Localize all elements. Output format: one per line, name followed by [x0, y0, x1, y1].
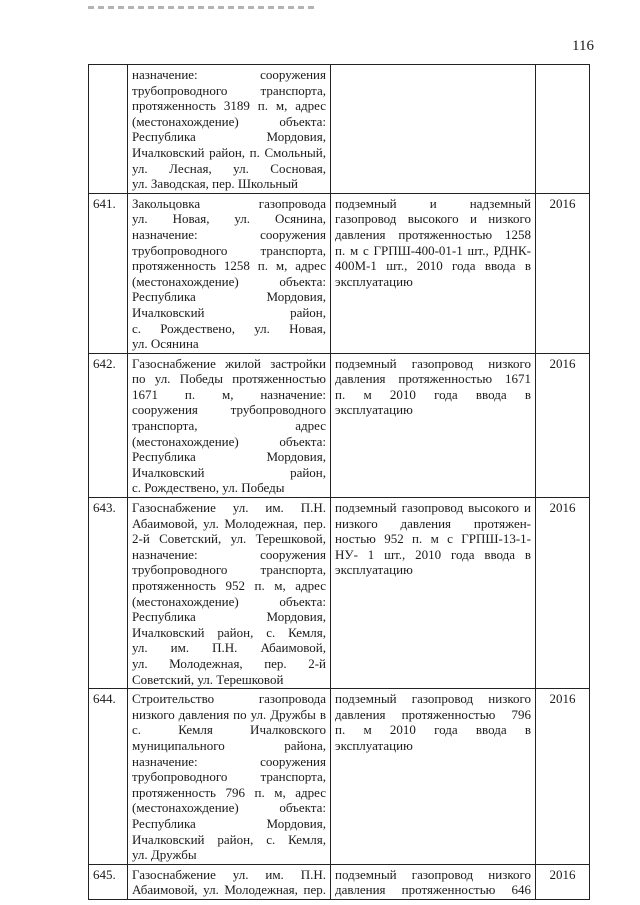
- technical-characteristics-line: ностью 952 п. м с ГРПШ-13-1-: [335, 531, 531, 547]
- technical-characteristics-line: 400М-1 шт., 2010 года ввода в: [335, 258, 531, 274]
- object-description-line: 2-й Советский, ул. Терешковой,: [132, 531, 326, 547]
- technical-characteristics-line: эксплуатацию: [335, 273, 413, 289]
- object-description-line: Советский, ул. Терешковой: [132, 671, 284, 687]
- object-description-line: Газоснабжение жилой застройки: [132, 355, 326, 371]
- row-number-cell: 643.: [89, 498, 128, 689]
- table-row: [89, 65, 590, 194]
- technical-characteristics-line: эксплуатацию: [335, 402, 413, 418]
- object-description-line: трубопроводного транспорта,: [132, 562, 326, 578]
- object-description-line: ул. Лесная, ул. Сосновая,: [132, 160, 326, 176]
- object-description-line: с. Рождествено, ул. Победы: [132, 480, 285, 496]
- object-description-line: назначение: сооружения: [132, 67, 326, 82]
- technical-characteristics-line: подземный газопровод высокого и: [335, 500, 531, 516]
- register-table-body: [89, 65, 590, 900]
- object-description-line: Республика Мордовия,: [132, 449, 326, 465]
- object-description-line: сооружения трубопроводного: [132, 402, 326, 418]
- technical-characteristics-cell: [331, 864, 536, 899]
- object-description-line: трубопроводного транспорта,: [132, 242, 326, 258]
- table-row: [89, 193, 590, 353]
- object-description-line: с. Кемля Ичалковского: [132, 722, 326, 738]
- object-description-line: Ичалковский район, п. Смольный,: [132, 144, 326, 160]
- object-description-line: ул. Осянина: [132, 336, 199, 352]
- table-row: [89, 689, 590, 865]
- object-description-cell: [128, 65, 331, 194]
- object-description-line: (местонахождение) объекта:: [132, 273, 326, 289]
- object-description-line: протяженность 796 п. м, адрес: [132, 784, 326, 800]
- object-description-line: (местонахождение) объекта:: [132, 593, 326, 609]
- technical-characteristics-line: давления протяженностью 646: [335, 882, 531, 898]
- object-description-line: Строительство газопровода: [132, 691, 326, 707]
- object-description-line: Республика Мордовия,: [132, 609, 326, 625]
- technical-characteristics-cell: [331, 193, 536, 353]
- object-description-line: низкого давления по ул. Дружбы в: [132, 706, 326, 722]
- object-description-line: Республика Мордовия,: [132, 129, 326, 145]
- technical-characteristics-line: подземный газопровод низкого: [335, 355, 531, 371]
- object-description-line: Абаимовой, ул. Молодежная, пер.: [132, 882, 326, 898]
- year-cell: 2016: [536, 353, 590, 497]
- year-cell: 2016: [536, 498, 590, 689]
- scan-artifact: [88, 6, 318, 9]
- object-description-cell: [128, 498, 331, 689]
- object-description-line: Ичалковский район, с. Кемля,: [132, 831, 326, 847]
- page-number: 116: [572, 38, 594, 54]
- object-description-line: (местонахождение) объекта:: [132, 800, 326, 816]
- object-description-cell: [128, 353, 331, 497]
- object-description-line: Ичалковский район,: [132, 464, 326, 480]
- object-description-line: Абаимовой, ул. Молодежная, пер.: [132, 515, 326, 531]
- object-description-line: Республика Мордовия,: [132, 815, 326, 831]
- object-description-line: назначение: сооружения: [132, 753, 326, 769]
- object-description-line: протяженность 3189 п. м, адрес: [132, 98, 326, 114]
- object-description-line: Закольцовка газопровода: [132, 195, 326, 211]
- object-description-line: Газоснабжение ул. им. П.Н.: [132, 500, 326, 516]
- object-description-line: муниципального района,: [132, 737, 326, 753]
- object-description-line: с. Рождествено, ул. Новая,: [132, 320, 326, 336]
- table-row: [89, 353, 590, 497]
- object-description-line: Ичалковский район, с. Кемля,: [132, 624, 326, 640]
- technical-characteristics-line: подземный и надземный: [335, 195, 531, 211]
- object-description-line: трубопроводного транспорта,: [132, 769, 326, 785]
- object-description-line: протяженность 1258 п. м, адрес: [132, 258, 326, 274]
- technical-characteristics-cell: [331, 498, 536, 689]
- technical-characteristics-line: НУ- 1 шт., 2010 года ввода в: [335, 546, 531, 562]
- object-description-line: Ичалковский район,: [132, 304, 326, 320]
- technical-characteristics-line: газопровод высокого и низкого: [335, 211, 531, 227]
- row-number-cell: 642.: [89, 353, 128, 497]
- object-description-line: ул. Молодежная, пер. 2-й: [132, 655, 326, 671]
- object-description-cell: [128, 689, 331, 865]
- object-description-line: ул. им. П.Н. Абаимовой,: [132, 640, 326, 656]
- object-description-line: (местонахождение) объекта:: [132, 113, 326, 129]
- row-number-cell: [89, 65, 128, 194]
- technical-characteristics-line: подземный газопровод низкого: [335, 866, 531, 882]
- technical-characteristics-line: давления протяженностью 1258: [335, 226, 531, 242]
- technical-characteristics-line: п. м 2010 года ввода в: [335, 386, 531, 402]
- object-description-line: трубопроводного транспорта,: [132, 82, 326, 98]
- object-description-line: 1671 п. м, назначение:: [132, 386, 326, 402]
- technical-characteristics-line: п. м 2010 года ввода в: [335, 722, 531, 738]
- object-description-line: ул. Заводская, пер. Школьный: [132, 176, 299, 192]
- object-description-line: назначение: сооружения: [132, 546, 326, 562]
- object-description-line: назначение: сооружения: [132, 226, 326, 242]
- technical-characteristics-line: давления протяженностью 796: [335, 706, 531, 722]
- row-number-cell: 645.: [89, 864, 128, 899]
- table-row: [89, 864, 590, 899]
- technical-characteristics-line: подземный газопровод низкого: [335, 691, 531, 707]
- object-description-line: (местонахождение) объекта:: [132, 433, 326, 449]
- technical-characteristics-cell: [331, 353, 536, 497]
- object-description-cell: [128, 864, 331, 899]
- technical-characteristics-line: низкого давления протяжен-: [335, 515, 531, 531]
- object-description-line: Республика Мордовия,: [132, 289, 326, 305]
- row-number-cell: 641.: [89, 193, 128, 353]
- technical-characteristics-line: эксплуатацию: [335, 737, 413, 753]
- technical-characteristics-line: давления протяженностью 1671: [335, 371, 531, 387]
- object-description-line: ул. Новая, ул. Осянина,: [132, 211, 326, 227]
- year-cell: 2016: [536, 689, 590, 865]
- object-description-line: ул. Дружбы: [132, 847, 197, 863]
- object-description-cell: [128, 193, 331, 353]
- object-description-line: транспорта, адрес: [132, 418, 326, 434]
- technical-characteristics-line: п. м с ГРПШ-400-01-1 шт., РДНК-: [335, 242, 531, 258]
- technical-characteristics-cell: [331, 65, 536, 194]
- technical-characteristics-line: эксплуатацию: [335, 562, 413, 578]
- row-number-cell: 644.: [89, 689, 128, 865]
- object-description-line: по ул. Победы протяженностью: [132, 371, 326, 387]
- year-cell: 2016: [536, 193, 590, 353]
- register-table: [88, 64, 590, 900]
- object-description-line: протяженность 952 п. м, адрес: [132, 578, 326, 593]
- technical-characteristics-cell: [331, 689, 536, 865]
- year-cell: 2016: [536, 864, 590, 899]
- year-cell: [536, 65, 590, 194]
- table-row: [89, 498, 590, 689]
- object-description-line: Газоснабжение ул. им. П.Н.: [132, 866, 326, 882]
